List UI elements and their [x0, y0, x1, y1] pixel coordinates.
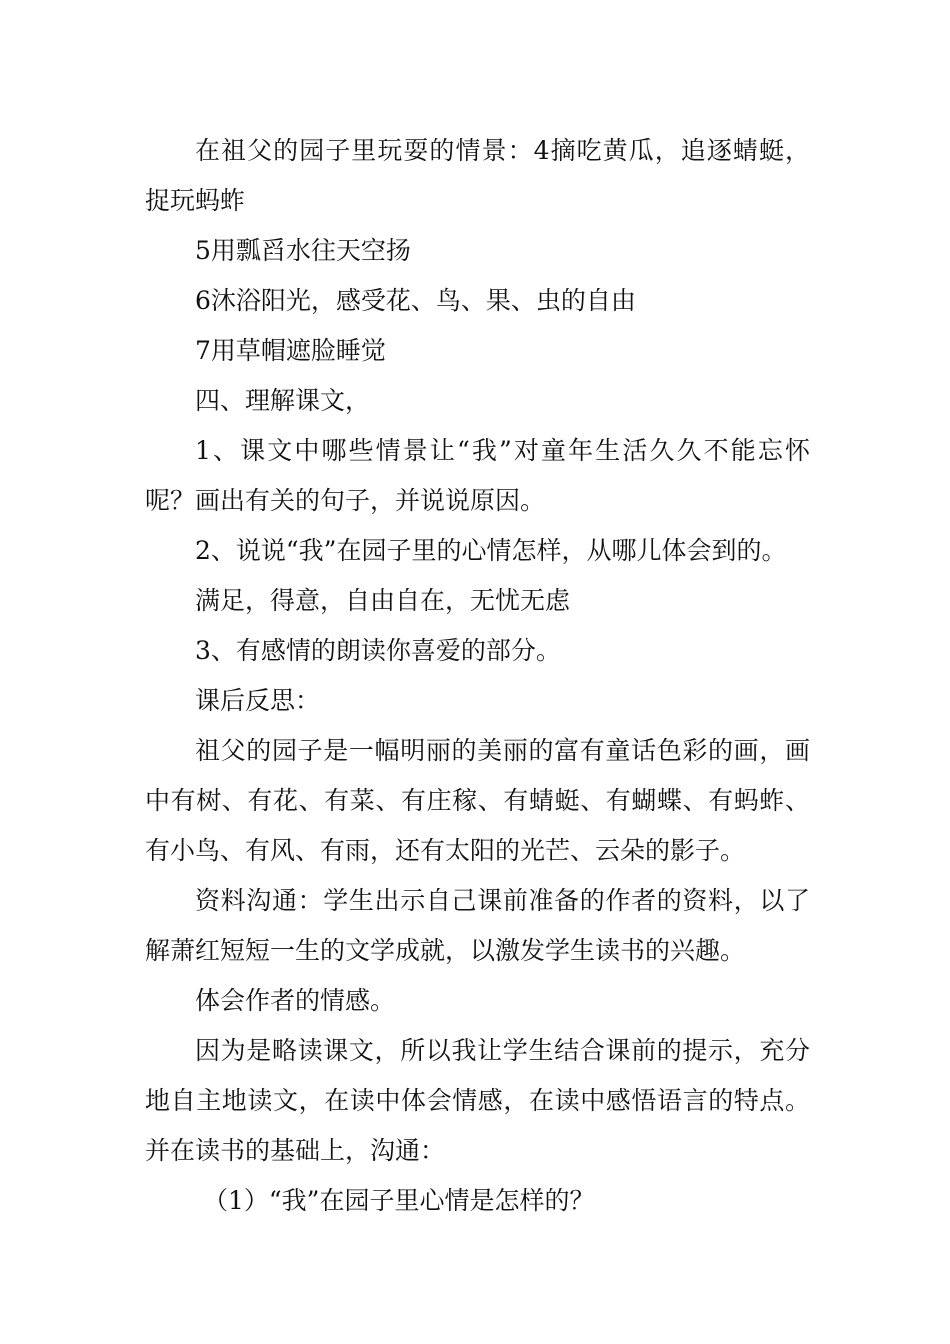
- paragraph-item-7: 7用草帽遮脸睡觉: [195, 336, 386, 365]
- document-body: [145, 126, 810, 1226]
- paragraph-emotion: 体会作者的情感。: [195, 986, 396, 1015]
- question-2: 2、说说“我”在园子里的心情怎样，从哪儿体会到的。: [195, 536, 787, 565]
- answer-2: 满足，得意，自由自在，无忧无虑: [195, 586, 571, 615]
- question-3: 3、有感情的朗读你喜爱的部分。: [195, 636, 561, 665]
- paragraph-materials: 资料沟通：学生出示自己课前准备的作者的资料，以了解萧红短短一生的文学成就，以激发学生读书的兴趣。: [145, 886, 810, 965]
- paragraph-item-6: 6沐浴阳光，感受花、鸟、果、虫的自由: [195, 286, 636, 315]
- paragraph-item-5: 5用瓢舀水往天空扬: [195, 236, 411, 265]
- section-heading-reflection: 课后反思：: [195, 686, 321, 715]
- paragraph-reflection-garden: 祖父的园子是一幅明丽的美丽的富有童话色彩的画，画中有树、有花、有菜、有庄稼、有蜻蜓、有蝴蝶、有蚂蚱、有小鸟、有风、有雨，还有太阳的光芒、云朵的影子。: [145, 736, 810, 865]
- paragraph-method: 因为是略读课文，所以我让学生结合课前的提示，充分地自主地读文，在读中体会情感，在读中感悟语言的特点。并在读书的基础上，沟通：: [145, 1036, 810, 1165]
- question-1: 1、课文中哪些情景让“我”对童年生活久久不能忘怀呢？画出有关的句子，并说说原因。: [145, 436, 810, 515]
- section-heading-understand-text: 四、理解课文，: [195, 386, 371, 415]
- paragraph-garden-play: 在祖父的园子里玩耍的情景：4摘吃黄瓜，追逐蜻蜓，捉玩蚂蚱: [145, 136, 810, 215]
- question-mood: （1）“我”在园子里心情是怎样的？: [203, 1186, 595, 1215]
